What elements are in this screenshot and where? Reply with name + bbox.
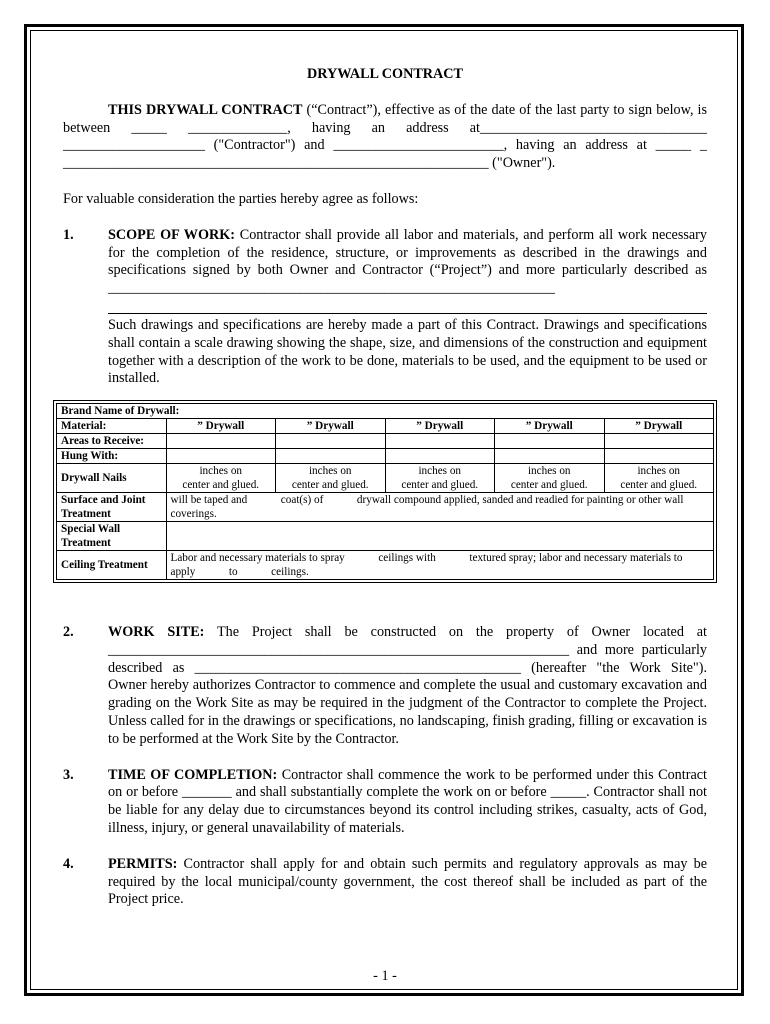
hung-label: Hung With: (57, 449, 167, 464)
areas-cell[interactable] (276, 434, 386, 449)
nails-line1: inches on (637, 465, 681, 477)
section-heading: PERMITS: (108, 855, 178, 872)
section-number: 1. (63, 226, 74, 243)
areas-cell[interactable] (385, 434, 495, 449)
hung-cell[interactable] (276, 449, 386, 464)
nails-cell[interactable] (385, 464, 495, 493)
nails-line1: inches on (418, 465, 462, 477)
special-cell[interactable] (166, 522, 714, 551)
nails-line1: inches on (527, 465, 571, 477)
section-work-site (63, 624, 707, 749)
material-cell[interactable]: ” Drywall (276, 419, 386, 434)
material-cell[interactable]: ” Drywall (604, 419, 714, 434)
nails-line1: inches on (199, 465, 243, 477)
hung-cell[interactable] (385, 449, 495, 464)
nails-line2: center and glued. (182, 479, 260, 491)
hung-cell[interactable] (495, 449, 605, 464)
areas-label: Areas to Receive: (57, 434, 167, 449)
nails-cell[interactable] (495, 464, 605, 493)
table-row (57, 449, 714, 464)
section-text: Contractor shall commence the work to be performed under this Contract on or before _______ and shall substantially complete the work on or before _____. Contractor shall not be liable for any delay due to circumstances beyond its control including strikes, casualty, acts of God, illness, injury, or general unavailability of materials. (108, 766, 707, 836)
nails-cell[interactable] (276, 464, 386, 493)
blank-line[interactable] (108, 298, 707, 314)
nails-cell[interactable] (604, 464, 714, 493)
nails-line2: center and glued. (401, 479, 479, 491)
areas-cell[interactable] (166, 434, 276, 449)
drywall-spec-table (56, 403, 714, 580)
document-body (63, 66, 707, 388)
ceiling-text[interactable]: Labor and necessary materials to spray ceilings with textured spray; labor and necessary materials to apply to ceilings. (166, 551, 714, 580)
table-row (57, 434, 714, 449)
section-text-2: Such drawings and specifications are hereby made a part of this Contract. Drawings and specifications shall contain a scale drawing showing the shape, size, and dimensions of the construction and equipment together with a description of the work to be done, materials to be used, and the equipment to be used or installed. (108, 316, 707, 387)
document-title: DRYWALL CONTRACT (307, 66, 463, 82)
section-number: 4. (63, 855, 74, 872)
intro-paragraph (63, 102, 707, 173)
material-label: Material: (57, 419, 167, 434)
nails-cell[interactable] (166, 464, 276, 493)
special-label: Special Wall Treatment (57, 522, 167, 551)
intro-text: (“Contract”), effective as of the date of the last party to sign below, is between _____ ______________, having an address at________________________________ ____________________ ("Contractor") and ________________________, having an address at _____ _ ____________________________________________________________ ("Owner"). (63, 101, 707, 172)
surface-text[interactable]: will be taped and coat(s) of drywall compound applied, sanded and readied for painting or other wall coverings. (166, 493, 714, 522)
page-number: - 1 - (373, 968, 397, 984)
areas-cell[interactable] (604, 434, 714, 449)
material-cell[interactable]: ” Drywall (166, 419, 276, 434)
table-row (57, 404, 714, 419)
hung-cell[interactable] (604, 449, 714, 464)
brand-name-label[interactable]: Brand Name of Drywall: (57, 404, 714, 419)
material-cell[interactable]: ” Drywall (495, 419, 605, 434)
section-text: Contractor shall apply for and obtain such permits and regulatory approvals as may be required by the local municipal/county government, the cost thereof shall be included as part of the Project price. (108, 855, 707, 908)
section-heading: SCOPE OF WORK: (108, 226, 235, 243)
nails-line1: inches on (308, 465, 352, 477)
nails-line2: center and glued. (510, 479, 588, 491)
nails-label: Drywall Nails (57, 464, 167, 493)
section-number: 2. (63, 624, 74, 640)
section-heading: WORK SITE: (108, 624, 205, 640)
section-number: 3. (63, 766, 74, 783)
section-permits (63, 856, 707, 909)
material-cell[interactable]: ” Drywall (385, 419, 495, 434)
section-heading: TIME OF COMPLETION: (108, 766, 278, 783)
nails-line2: center and glued. (291, 479, 369, 491)
table-row (57, 419, 714, 434)
consideration-paragraph: For valuable consideration the parties hereby agree as follows: (63, 190, 419, 207)
section-text: The Project shall be constructed on the property of Owner located at _________________________________________________________________ and more particularly described as ______________________________________________ (hereafter "the Work Site"). Owner hereby authorizes Contractor to commence and complete the usual and customary excavation and grading on the Work Site as may be required in the judgment of the Contractor to complete the Project. Unless called for in the drawings or specifications, no landscaping, finish grading, filling or excavation is to be performed at the Work Site by the Contractor. (108, 624, 707, 747)
ceiling-label: Ceiling Treatment (57, 551, 167, 580)
table-row (57, 464, 714, 493)
document-body-continued (63, 624, 707, 909)
intro-bold: THIS DRYWALL CONTRACT (108, 101, 303, 118)
section-text: Contractor shall provide all labor and materials, and perform all work necessary for the completion of the residence, structure, or improvements as described in the drawings and specifications signed by both Owner and Contractor (“Project”) and more particularly described as _______________________________________________________________ (108, 226, 707, 297)
table-row (57, 551, 714, 580)
nails-line2: center and glued. (620, 479, 698, 491)
table-row (57, 493, 714, 522)
section-time-of-completion (63, 767, 707, 838)
areas-cell[interactable] (495, 434, 605, 449)
table-row (57, 522, 714, 551)
hung-cell[interactable] (166, 449, 276, 464)
surface-label: Surface and Joint Treatment (57, 493, 167, 522)
section-scope-of-work (63, 227, 707, 388)
